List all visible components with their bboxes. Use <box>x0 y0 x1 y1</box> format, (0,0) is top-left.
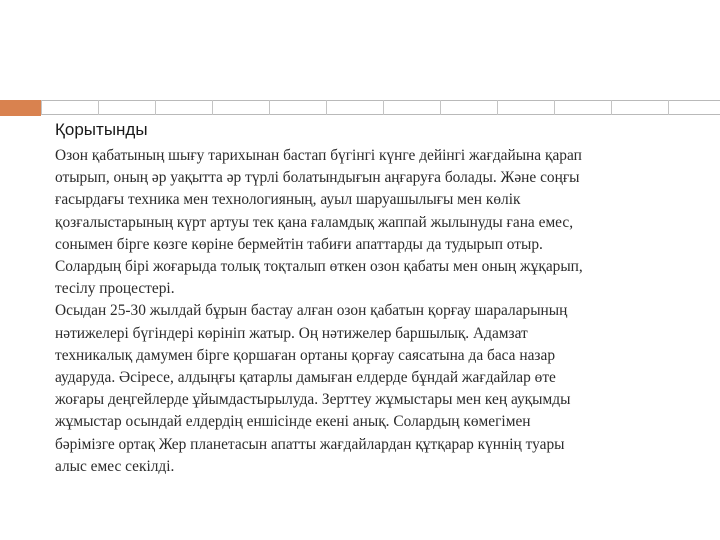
body-line: қозғалыстарының күрт артуы тек қана ғаламдық жаппай жылынуды ғана емес, <box>55 213 574 231</box>
body-line: отырып, оның әр уақытта әр түрлі болатындығын аңғаруға болады. Және соңғы <box>55 169 580 187</box>
rule-tick <box>326 100 327 115</box>
header-rule-ticks <box>41 100 720 115</box>
body-line: тесілу процестері. <box>55 280 175 298</box>
rule-tick <box>41 100 42 115</box>
rule-tick <box>383 100 384 115</box>
body-line: аударуда. Әсіресе, алдыңғы қатарлы дамыған елдерде бұндай жағдайлар өте <box>55 369 556 387</box>
body-line: Солардың бірі жоғарыда толық тоқталып өткен озон қабаты мен оның жұқарып, <box>55 258 583 276</box>
rule-tick <box>440 100 441 115</box>
body-line: жоғары деңгейлерде ұйымдастырылуда. Зерттеу жұмыстары мен кең ауқымды <box>55 391 571 409</box>
body-line: алыс емес секілді. <box>55 457 175 475</box>
body-line: Озон қабатының шығу тарихынан бастап бүгінгі күнге дейінгі жағдайына қарап <box>55 147 582 164</box>
rule-tick <box>155 100 156 115</box>
rule-tick <box>668 100 669 115</box>
rule-tick <box>611 100 612 115</box>
rule-tick <box>212 100 213 115</box>
body-line: нәтижелері бүгіндері көрініп жатыр. Оң нәтижелер баршылық. Адамзат <box>55 324 528 342</box>
rule-tick <box>497 100 498 115</box>
body-line: Осыдан 25-30 жылдай бұрын бастау алған озон қабатын қорғау шараларының <box>55 302 568 320</box>
body-line: ғасырдағы техника мен технологияның, ауыл шаруашылығы мен көлік <box>55 191 521 209</box>
slide-title: Қорытынды <box>55 120 148 139</box>
slide-body <box>55 145 695 478</box>
rule-tick <box>554 100 555 115</box>
rule-tick <box>98 100 99 115</box>
accent-bar <box>0 100 41 116</box>
body-line: жұмыстар осындай елдердің еншісінде екені анық. Солардың көмегімен <box>55 413 531 431</box>
body-line: техникалық дамумен бірге қоршаған ортаны қорғау саясатына да баса назар <box>55 346 556 364</box>
rule-tick <box>269 100 270 115</box>
body-line: сонымен бірге көзге көріне бермейтін табиғи апаттарды да тудырып отыр. <box>55 235 543 253</box>
body-line: бәрімізге ортақ Жер планетасын апатты жағдайлардан құтқарар күннің туары <box>55 435 565 453</box>
